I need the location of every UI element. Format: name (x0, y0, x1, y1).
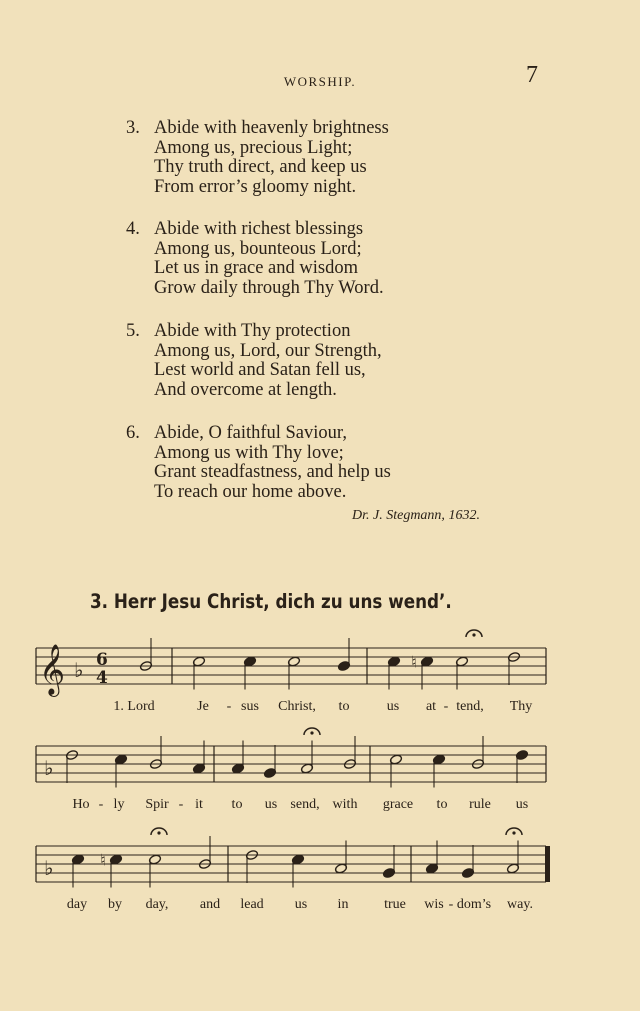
time-signature-bottom: 4 (96, 668, 108, 688)
lyric-syllable: with (332, 797, 358, 812)
time-signature-top: 6 (96, 650, 108, 670)
lyric-syllable: ly (113, 797, 125, 812)
lyric-syllable: 1. Lord (113, 699, 155, 714)
attribution-author: Dr. J. Stegmann, (352, 508, 445, 523)
lyric-syllable: true (384, 897, 406, 912)
verse-line: Lest world and Satan fell us, (154, 360, 366, 380)
lyric-syllable: - (178, 797, 184, 812)
lyric-syllable: at (425, 699, 437, 714)
verse-line: Let us in grace and wisdom (154, 258, 358, 278)
lyric-syllable: - (98, 797, 104, 812)
lyric-syllable: to (436, 797, 448, 812)
verse-line: Grant steadfastness, and help us (154, 462, 391, 482)
page-number: 7 (526, 62, 538, 88)
key-signature-flat-icon: ♭ (44, 856, 54, 880)
lyric-syllable: Christ, (278, 699, 316, 714)
fermata-dot (512, 831, 515, 834)
lyric-syllable: Thy (509, 699, 533, 714)
verse-line: To reach our home above. (154, 481, 347, 502)
lyric-syllable: Je (197, 699, 209, 714)
lyric-syllable: wis (424, 897, 444, 912)
lyric-syllable: day (66, 897, 88, 912)
lyric-syllable: it (195, 797, 203, 812)
running-head: WORSHIP. (283, 74, 357, 89)
lyric-syllable: - (443, 699, 449, 714)
lyric-syllable: Ho (72, 797, 90, 812)
natural-sign-icon: ♮ (100, 850, 106, 870)
lyric-syllable: us (294, 897, 308, 912)
verse-line: Abide with heavenly brightness (154, 118, 389, 138)
stanza-number: 6. (126, 423, 140, 443)
lyric-syllable: in (337, 897, 349, 912)
lyric-syllable: by (108, 897, 122, 912)
verse-line: Thy truth direct, and keep us (154, 157, 367, 177)
verse-line: Abide, O faithful Saviour, (154, 423, 347, 443)
fermata-dot (157, 831, 160, 834)
lyric-syllable: us (515, 797, 529, 812)
lyric-syllable: sus (241, 699, 259, 714)
verse-line: Among us, bounteous Lord; (154, 238, 362, 259)
verse-line: Grow daily through Thy Word. (154, 277, 384, 298)
verse-line: And overcome at length. (154, 379, 337, 400)
lyric-syllable: way. (507, 897, 533, 912)
lyric-syllable: dom’s (456, 897, 492, 912)
verse-line: Abide with Thy protection (154, 321, 351, 341)
lyric-syllable: us (264, 797, 278, 812)
lyric-syllable: tend, (456, 699, 484, 714)
verse-line: Among us with Thy love; (154, 442, 344, 463)
lyric-syllable: - (448, 897, 454, 912)
lyric-syllable: - (226, 699, 232, 714)
lyric-syllable: rule (469, 797, 491, 812)
stanza-number: 5. (126, 321, 140, 341)
verse-line: Among us, Lord, our Strength, (154, 340, 382, 361)
stanza-number: 4. (126, 219, 140, 239)
fermata-dot (472, 633, 475, 636)
lyric-syllable: us (386, 699, 400, 714)
verse-line: From error’s gloomy night. (154, 176, 357, 197)
final-barline (545, 846, 550, 882)
fermata-dot (310, 731, 313, 734)
verse-line: Among us, precious Light; (154, 137, 353, 158)
hymn-title: 3. Herr Jesu Christ, dich zu uns wend’. (90, 590, 452, 613)
key-signature-flat-icon: ♭ (44, 756, 54, 780)
lyric-syllable: lead (240, 897, 264, 912)
lyric-syllable: send, (290, 797, 320, 812)
lyric-syllable: and (199, 897, 221, 912)
natural-sign-icon: ♮ (411, 652, 417, 672)
lyric-syllable: to (338, 699, 350, 714)
key-signature-flat-icon: ♭ (74, 658, 84, 682)
lyric-syllable: day, (145, 897, 169, 912)
stanza-number: 3. (126, 118, 140, 138)
attribution-year: 1632. (448, 508, 480, 523)
lyric-syllable: Spir (145, 797, 169, 812)
treble-clef-icon: 𝄞 (39, 644, 66, 695)
lyric-syllable: to (231, 797, 243, 812)
verse-line: Abide with richest blessings (154, 219, 364, 239)
lyric-syllable: grace (382, 797, 414, 812)
